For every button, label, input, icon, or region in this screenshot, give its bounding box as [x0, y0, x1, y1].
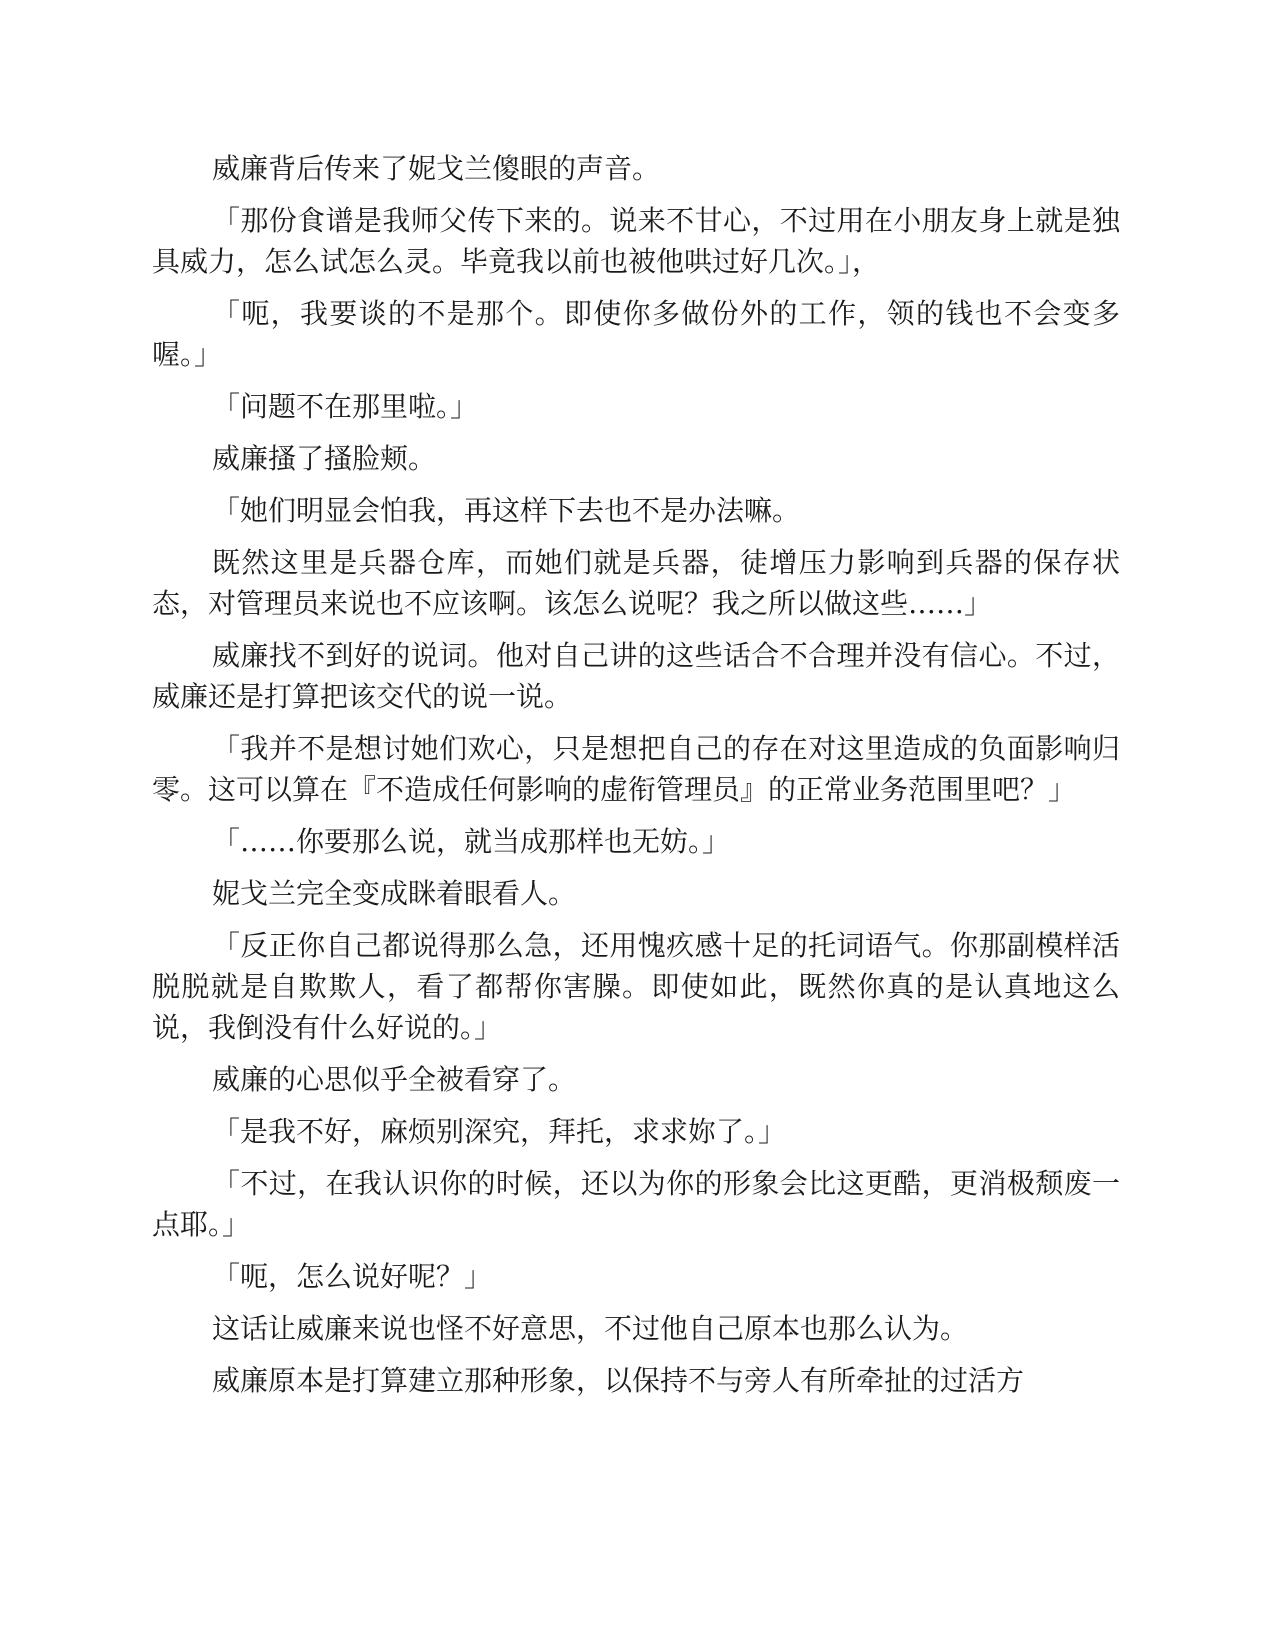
paragraph: 「我并不是想讨她们欢心，只是想把自己的存在对这里造成的负面影响归零。这可以算在『不造成任何影响的虚衔管理员』的正常业务范围里吧？」: [152, 732, 1120, 806]
paragraph: 「是我不好，麻烦别深究，拜托，求求妳了。」: [212, 1115, 787, 1148]
paragraph: 威廉背后传来了妮戈兰傻眼的声音。: [212, 152, 661, 185]
paragraph: 「那份食谱是我师父传下来的。说来不甘心，不过用在小朋友身上就是独具威力，怎么试怎么灵。毕竟我以前也被他哄过好几次。」，: [152, 204, 1120, 278]
paragraph: 妮戈兰完全变成眯着眼看人。: [212, 877, 577, 910]
paragraph: 这话让威廉来说也怪不好意思，不过他自己原本也那么认为。: [212, 1312, 969, 1345]
text-body: [152, 148, 1120, 1412]
paragraph: 威廉的心思似乎全被看穿了。: [212, 1063, 577, 1096]
paragraph: 威廉搔了搔脸颊。: [212, 442, 437, 475]
paragraph: 「不过，在我认识你的时候，还以为你的形象会比这更酷，更消极颓废一点耶。」: [152, 1167, 1120, 1241]
paragraph: 「反正你自己都说得那么急，还用愧疚感十足的托词语气。你那副模样活脱脱就是自欺欺人，看了都帮你害臊。即使如此，既然你真的是认真地这么说，我倒没有什么好说的。」: [152, 929, 1120, 1044]
paragraph: 「她们明显会怕我，再这样下去也不是办法嘛。: [212, 494, 801, 527]
paragraph: 威廉原本是打算建立那种形象，以保持不与旁人有所牵扯的过活方: [212, 1364, 1025, 1397]
paragraph: 「……你要那么说，就当成那样也无妨。」: [212, 825, 731, 858]
paragraph: 威廉找不到好的说词。他对自己讲的这些话合不合理并没有信心。不过，威廉还是打算把该交代的说一说。: [152, 639, 1120, 713]
paragraph: 「问题不在那里啦。」: [212, 390, 479, 423]
paragraph: 既然这里是兵器仓库，而她们就是兵器，徒增压力影响到兵器的保存状态，对管理员来说也不应该啊。该怎么说呢？我之所以做这些……」: [152, 546, 1120, 620]
paragraph: 「呃，怎么说好呢？」: [212, 1260, 493, 1293]
paragraph: 「呃，我要谈的不是那个。即使你多做份外的工作，领的钱也不会变多喔。」: [152, 297, 1120, 371]
